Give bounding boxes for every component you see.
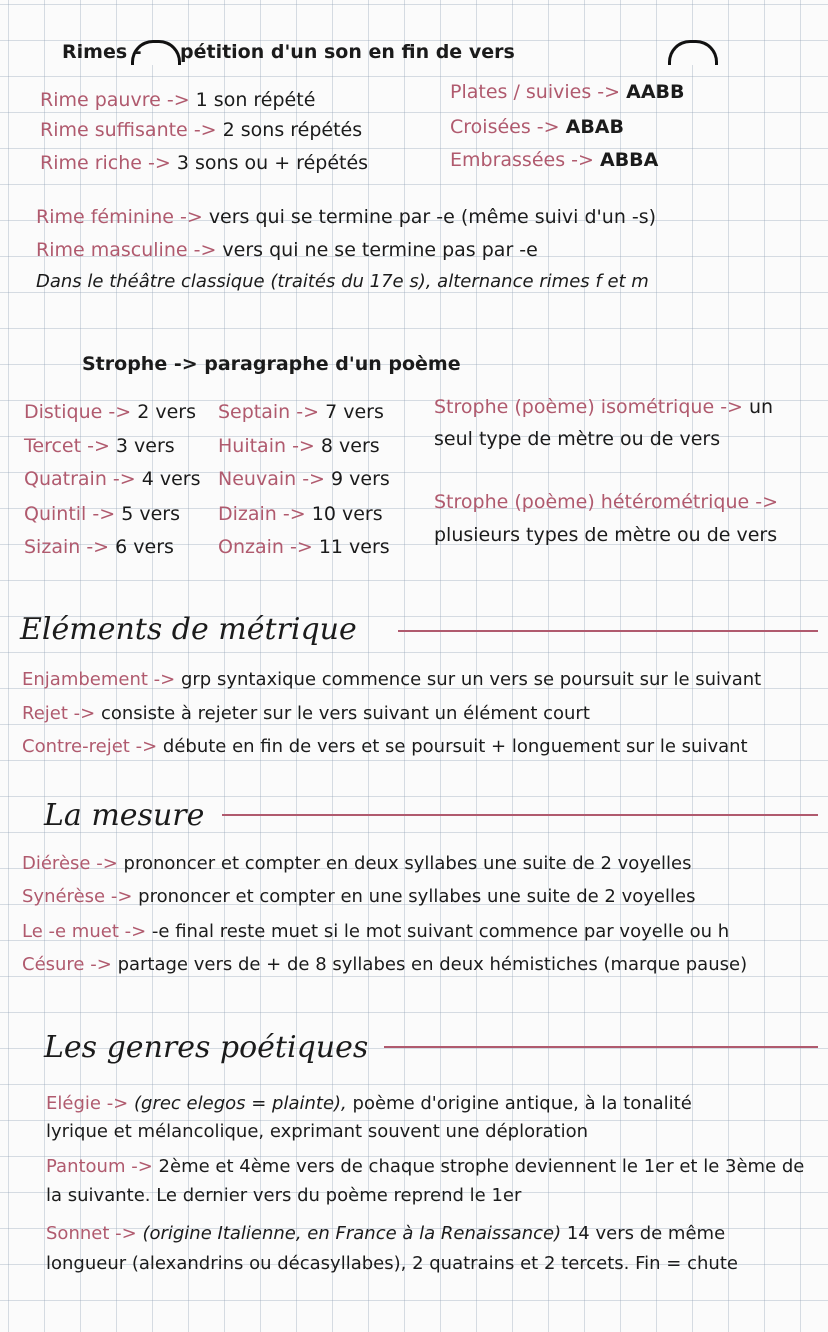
genre-pantoum: Pantoum -> 2ème et 4ème vers de chaque strophe deviennent le 1er et le 3ème de <box>46 1156 805 1177</box>
rimes-title-rest: pétition d'un son en fin de vers <box>180 41 515 63</box>
strophe-isometrique: Strophe (poème) isométrique -> un <box>434 396 774 418</box>
genre-sonnet: Sonnet -> (origine Italienne, en France à la Renaissance) 14 vers de même <box>46 1223 726 1244</box>
rime-embrassees: Embrassées -> ABBA <box>450 149 659 171</box>
genres-heading: Les genres poétiques <box>44 1030 369 1065</box>
mesure-cesure: Césure -> partage vers de + de 8 syllabes en deux hémistiches (marque pause) <box>22 954 748 975</box>
mesure-synerese: Synérèse -> prononcer et compter en une syllabes une suite de 2 voyelles <box>22 886 696 907</box>
strophe-huitain: Huitain -> 8 vers <box>218 435 380 457</box>
strophe-sizain: Sizain -> 6 vers <box>24 536 174 558</box>
mesure-heading: La mesure <box>44 798 205 833</box>
genre-elegie-line2: lyrique et mélancolique, exprimant souvent une déploration <box>46 1121 589 1142</box>
mesure-dierese: Diérèse -> prononcer et compter en deux syllabes une suite de 2 voyelles <box>22 853 692 874</box>
mesure-heading-rule <box>222 814 818 816</box>
genre-elegie: Elégie -> (grec elegos = plainte), poème d'origine antique, à la tonalité <box>46 1093 692 1114</box>
strophe-neuvain: Neuvain -> 9 vers <box>218 468 390 490</box>
rime-feminine: Rime féminine -> vers qui se termine par -e (même suivi d'un -s) <box>36 206 657 228</box>
genre-sonnet-line2: longueur (alexandrins ou décasyllabes), 2 quatrains et 2 tercets. Fin = chute <box>46 1253 738 1274</box>
metrique-heading-rule <box>398 630 818 632</box>
strophe-septain: Septain -> 7 vers <box>218 401 384 423</box>
rime-pauvre: Rime pauvre -> 1 son répété <box>40 89 316 111</box>
metrique-contre-rejet: Contre-rejet -> débute en fin de vers et se poursuit + longuement sur le suivant <box>22 736 748 757</box>
strophe-heterometrique-def: plusieurs types de mètre ou de vers <box>434 524 778 546</box>
metrique-rejet: Rejet -> consiste à rejeter sur le vers suivant un élément court <box>22 703 590 724</box>
rime-masculine: Rime masculine -> vers qui ne se termine pas par -e <box>36 239 538 261</box>
rimes-title-a: Rimes - <box>62 41 142 63</box>
rime-plates: Plates / suivies -> AABB <box>450 81 685 103</box>
genre-pantoum-line2: la suivante. Le dernier vers du poème reprend le 1er <box>46 1185 522 1206</box>
strophe-quintil: Quintil -> 5 vers <box>24 503 180 525</box>
theatre-note: Dans le théâtre classique (traités du 17e s), alternance rimes f et m <box>36 271 649 292</box>
strophe-distique: Distique -> 2 vers <box>24 401 196 423</box>
strophe-heterometrique: Strophe (poème) hétérométrique -> <box>434 491 779 513</box>
strophe-onzain: Onzain -> 11 vers <box>218 536 390 558</box>
mesure-e-muet: Le -e muet -> -e final reste muet si le mot suivant commence par voyelle ou h <box>22 921 730 942</box>
strophe-quatrain: Quatrain -> 4 vers <box>24 468 201 490</box>
genres-heading-rule <box>384 1046 818 1048</box>
strophe-title: Strophe -> paragraphe d'un poème <box>82 353 461 375</box>
metrique-enjambement: Enjambement -> grp syntaxique commence sur un vers se poursuit sur le suivant <box>22 669 762 690</box>
strophe-dizain: Dizain -> 10 vers <box>218 503 383 525</box>
metrique-heading: Eléments de métrique <box>20 612 357 647</box>
rime-riche: Rime riche -> 3 sons ou + répétés <box>40 152 369 174</box>
rime-suffisante: Rime suffisante -> 2 sons répétés <box>40 119 363 141</box>
binder-hole-right <box>668 40 718 65</box>
rimes-title <box>62 40 142 64</box>
rime-croisees: Croisées -> ABAB <box>450 116 624 138</box>
strophe-tercet: Tercet -> 3 vers <box>24 435 175 457</box>
strophe-isometrique-def: seul type de mètre ou de vers <box>434 428 721 450</box>
